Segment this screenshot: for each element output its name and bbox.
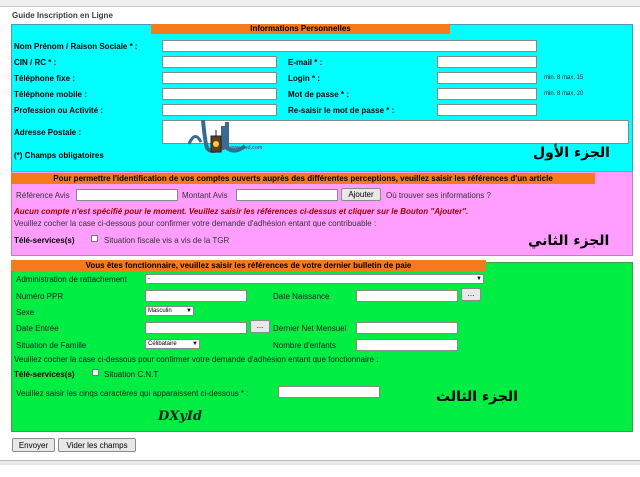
arabic-part3-label: الجزء الثالث bbox=[436, 389, 518, 405]
cocher-fonctionnaire-text: Veuillez cocher la case ci-dessous pour confirmer votre demande d'adhésion entant que fonctionnaire : bbox=[14, 355, 379, 364]
section2-header: Pour permettre l'identification de vos comptes ouverts auprès des différentes perceptions, veuillez saisir les références d'un article bbox=[11, 173, 595, 184]
cin-label: CIN / RC * : bbox=[14, 58, 57, 67]
window-top-bar bbox=[0, 0, 640, 7]
tel-fixe-label: Téléphone fixe : bbox=[14, 74, 75, 83]
ajouter-button[interactable]: Ajouter bbox=[341, 188, 381, 201]
tel-fixe-input[interactable] bbox=[162, 72, 277, 84]
nom-input[interactable] bbox=[162, 40, 537, 52]
entree-label: Date Entrée bbox=[16, 324, 59, 333]
situation-cnt-checkbox[interactable] bbox=[92, 369, 99, 376]
captcha-image: DXyId bbox=[158, 409, 203, 424]
page-title: Guide Inscription en Ligne bbox=[12, 11, 113, 20]
email-input[interactable] bbox=[437, 56, 537, 68]
entree-input[interactable] bbox=[145, 322, 247, 334]
arabic-part2-label: الجزء الثاني bbox=[528, 233, 610, 249]
tel-mobile-label: Téléphone mobile : bbox=[14, 90, 87, 99]
enfants-label: Nombre d'enfants bbox=[273, 341, 336, 350]
tel-mobile-input[interactable] bbox=[162, 88, 277, 100]
montant-avis-input[interactable] bbox=[236, 189, 338, 201]
mdp-label: Mot de passe * : bbox=[288, 90, 349, 99]
naissance-input[interactable] bbox=[356, 290, 458, 302]
ppr-label: Numéro PPR bbox=[16, 292, 64, 301]
nom-label: Nom Prénom / Raison Sociale * : bbox=[14, 42, 138, 51]
email-label: E-mail * : bbox=[288, 58, 323, 67]
captcha-label: Veuillez saisir les cinqs caractères qui apparaissent ci-dessous * : bbox=[16, 389, 249, 398]
ref-avis-input[interactable] bbox=[76, 189, 178, 201]
profession-label: Profession ou Activité : bbox=[14, 106, 104, 115]
envoyer-button[interactable]: Envoyer bbox=[12, 438, 55, 452]
sexe-label: Sexe bbox=[16, 308, 35, 317]
situation-cnt-label: Situation C.N.T bbox=[104, 370, 159, 379]
tele-services-label-3: Télé-services(s) bbox=[14, 370, 75, 379]
login-input[interactable] bbox=[437, 72, 537, 84]
situation-fiscale-checkbox[interactable] bbox=[91, 235, 98, 242]
ref-avis-label: Référence Avis bbox=[16, 191, 70, 200]
vider-button[interactable]: Vider les champs bbox=[58, 438, 136, 452]
watermark-text: www.awd.com bbox=[228, 145, 263, 151]
tele-services-label-2: Télé-services(s) bbox=[14, 236, 75, 245]
section1-header: Informations Personnelles bbox=[151, 24, 450, 34]
admin-select[interactable]: - ▼ bbox=[145, 274, 484, 284]
admin-label: Administration de rattachement bbox=[16, 275, 127, 284]
enfants-input[interactable] bbox=[356, 339, 458, 351]
sexe-select[interactable]: Masculin ▼ bbox=[145, 306, 194, 316]
window-bottom-bar bbox=[0, 460, 640, 465]
net-mensuel-label: Dernier Net Mensuel bbox=[273, 324, 347, 333]
net-mensuel-input[interactable] bbox=[356, 322, 458, 334]
famille-select[interactable]: Célibataire ▼ bbox=[145, 339, 200, 349]
aucun-compte-message: Aucun compte n'est spécifié pour le moment. Veuillez saisir les références ci-dessus et cliquer sur le Bouton "Ajouter". bbox=[14, 207, 469, 216]
login-label: Login * : bbox=[288, 74, 320, 83]
section3-header: Vous êtes fonctionnaire, veuillez saisir les références de votre dernier bulletin de paie bbox=[11, 260, 486, 271]
arabic-part1-label: الجزء الأول bbox=[533, 145, 610, 161]
montant-avis-label: Montant Avis bbox=[182, 191, 228, 200]
champs-obligatoires: (*) Champs obligatoires bbox=[14, 151, 104, 160]
situation-fiscale-label: Situation fiscale vis a vis de la TGR bbox=[104, 236, 230, 245]
password-input[interactable] bbox=[437, 88, 537, 100]
ppr-input[interactable] bbox=[145, 290, 247, 302]
password-hint: min. 8 max. 20 bbox=[544, 91, 584, 97]
login-hint: min. 8 max. 15 bbox=[544, 75, 584, 81]
trouver-link[interactable]: Où trouver ses informations ? bbox=[386, 191, 491, 200]
captcha-input[interactable] bbox=[278, 386, 380, 398]
cin-input[interactable] bbox=[162, 56, 277, 68]
entree-picker-button[interactable]: ... bbox=[250, 320, 270, 333]
resaisir-label: Re-saisir le mot de passe * : bbox=[288, 106, 395, 115]
cocher-contribuable-text: Veuillez cocher la case ci-dessous pour confirmer votre demande d'adhésion entant que contribuable : bbox=[14, 219, 377, 228]
password-confirm-input[interactable] bbox=[437, 104, 537, 116]
adresse-label: Adresse Postale : bbox=[14, 128, 82, 137]
naissance-picker-button[interactable]: ... bbox=[461, 288, 481, 301]
watermark-logo bbox=[165, 112, 315, 162]
famille-label: Situation de Famille bbox=[16, 341, 87, 350]
naissance-label: Date Naissance bbox=[273, 292, 330, 301]
